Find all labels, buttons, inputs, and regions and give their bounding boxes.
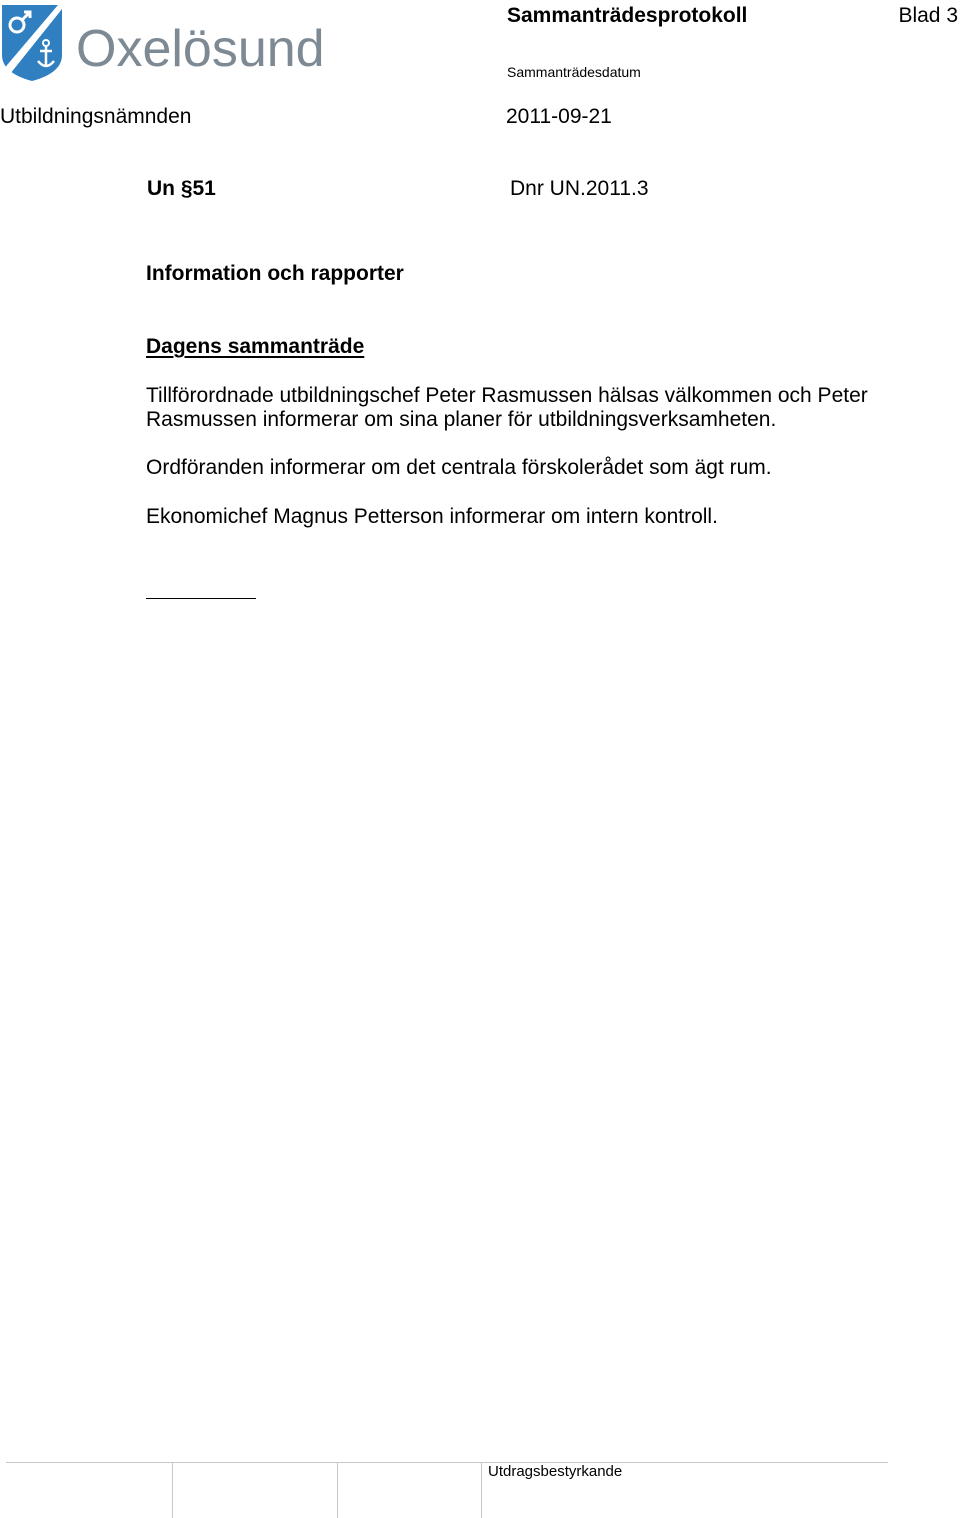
footer-rule — [6, 1462, 888, 1463]
registration-number: Dnr UN.2011.3 — [510, 177, 649, 200]
body-paragraph: Tillförordnade utbildningschef Peter Rasmussen hälsas välkommen och Peter Rasmussen informerar om sina planer för utbildningsverksamheten. — [146, 384, 868, 431]
paragraph-title: Information och rapporter — [146, 262, 404, 285]
municipality-logo — [0, 3, 345, 83]
certification-label: Utdragsbestyrkande — [488, 1463, 623, 1480]
document-type: Sammanträdesprotokoll — [507, 4, 748, 27]
end-divider — [146, 598, 256, 599]
meeting-date-label: Sammanträdesdatum — [507, 64, 641, 80]
meeting-date: 2011-09-21 — [506, 105, 612, 128]
logo-wordmark: Oxelösund — [76, 20, 325, 78]
footer-cell-divider — [172, 1463, 173, 1518]
sheet-number: Blad 3 — [898, 4, 958, 27]
footer-cell-divider — [481, 1463, 482, 1518]
paragraph-number: Un §51 — [147, 177, 216, 200]
committee-name: Utbildningsnämnden — [0, 105, 192, 128]
footer-cell-divider — [337, 1463, 338, 1518]
section-subheading: Dagens sammanträde — [146, 335, 365, 358]
body-paragraph: Ordföranden informerar om det centrala förskolerådet som ägt rum. — [146, 456, 772, 479]
body-paragraph: Ekonomichef Magnus Petterson informerar om intern kontroll. — [146, 505, 718, 528]
coat-of-arms-icon — [0, 3, 345, 83]
